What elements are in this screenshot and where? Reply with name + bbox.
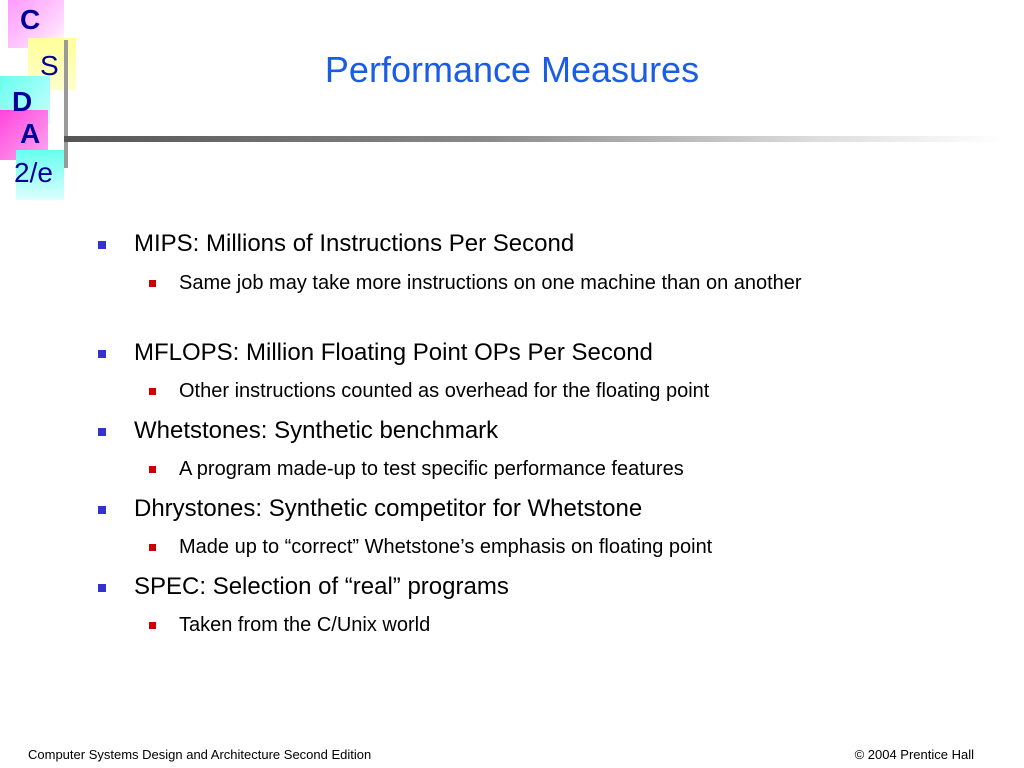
title-rule	[64, 136, 1004, 142]
sub-bullet-whetstones: A program made-up to test specific performance features	[179, 455, 899, 484]
bullet-mflops: MFLOPS: Million Floating Point OPs Per Second	[134, 338, 914, 368]
slide-title: Performance Measures	[324, 49, 700, 90]
sub-bullet-mips: Same job may take more instructions on one machine than on another	[179, 269, 899, 298]
sub-bullet-spec: Taken from the C/Unix world	[179, 611, 899, 640]
logo-letter-s: S	[40, 50, 59, 81]
bullet-spec: SPEC: Selection of “real” programs	[134, 572, 914, 602]
bullet-whetstones: Whetstones: Synthetic benchmark	[134, 416, 914, 446]
logo-vertical-bar	[64, 40, 68, 168]
footer-copyright: © 2004 Prentice Hall	[854, 747, 974, 762]
bullet-dhrystones: Dhrystones: Synthetic competitor for Whetstone	[134, 494, 914, 524]
logo-edition: 2/e	[14, 157, 53, 188]
logo-letter-d: D	[12, 86, 33, 117]
logo-letter-c: C	[20, 4, 41, 35]
bullet-mips: MIPS: Millions of Instructions Per Second	[134, 229, 914, 259]
footer-book-title: Computer Systems Design and Architecture Second Edition	[28, 747, 372, 762]
sub-bullet-dhrystones: Made up to “correct” Whetstone’s emphasis on floating point	[179, 533, 899, 562]
logo-letter-a: A	[20, 118, 41, 149]
csda-logo	[0, 0, 80, 205]
sub-bullet-mflops: Other instructions counted as overhead for the floating point	[179, 377, 899, 406]
